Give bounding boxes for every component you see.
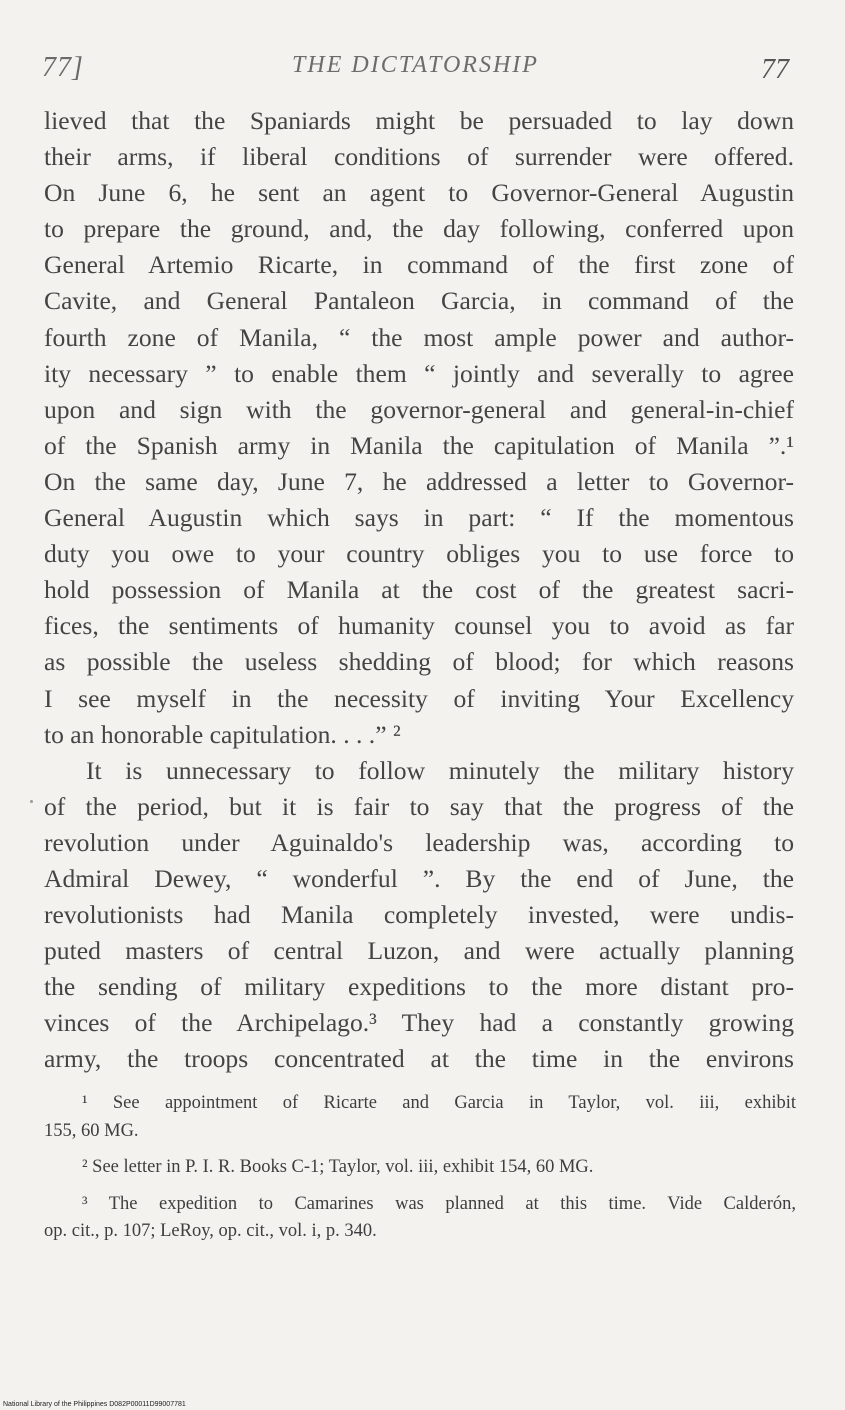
footnote-3: [44, 1191, 796, 1246]
text-line: Cavite, and General Pantaleon Garcia, in command of the: [44, 286, 794, 316]
text-line: Admiral Dewey, “ wonderful ”. By the end of June, the: [44, 863, 794, 893]
scan-footer: National Library of the Philippines D082P00011D99007781: [3, 1401, 186, 1408]
text-line: lieved that the Spaniards might be persuaded to lay down: [44, 106, 794, 135]
text-line: On June 6, he sent an agent to Governor-General Augustin: [44, 178, 794, 208]
text-line: hold possession of Manila at the cost of the greatest sacri-: [44, 575, 794, 605]
text-line: revolution under Aguinaldo's leadership was, according to: [44, 827, 794, 857]
footnote-line: 155, 60 MG.: [44, 1120, 139, 1141]
footnote-line: ¹ See appointment of Ricarte and Garcia in Taylor, vol. iii, exhibit: [82, 1093, 796, 1113]
text-line: upon and sign with the governor-general and general-in-chief: [44, 394, 794, 424]
text-line: to an honorable capitulation. . . .” ²: [44, 719, 401, 749]
footnote-2: [44, 1154, 796, 1182]
text-line: It is unnecessary to follow minutely the military history: [86, 755, 794, 785]
text-line: army, the troops concentrated at the time in the environs: [44, 1044, 794, 1074]
text-line: fices, the sentiments of humanity counsel you to avoid as far: [44, 611, 794, 641]
footnotes: [44, 1090, 796, 1255]
text-line: puted masters of central Luzon, and were actually planning: [44, 936, 794, 966]
paragraph-2: [44, 753, 794, 1078]
text-line: to prepare the ground, and, the day following, conferred upon: [44, 214, 794, 244]
text-line: of the period, but it is fair to say that the progress of the: [44, 791, 794, 821]
text-line: the sending of military expeditions to the more distant pro-: [44, 972, 794, 1002]
text-line: General Artemio Ricarte, in command of the first zone of: [44, 250, 794, 280]
text-line: revolutionists had Manila completely invested, were undis-: [44, 900, 794, 930]
footnote-line: op. cit., p. 107; LeRoy, op. cit., vol. i, p. 340.: [44, 1221, 377, 1241]
footnote-line: ² See letter in P. I. R. Books C-1; Taylor, vol. iii, exhibit 154, 60 MG.: [82, 1157, 594, 1177]
text-line: duty you owe to your country obliges you to use force to: [44, 539, 794, 569]
page-number: 77: [761, 54, 789, 85]
footnote-1: [44, 1090, 796, 1145]
running-header: [42, 52, 789, 92]
text-line: ity necessary ” to enable them “ jointly and severally to agree: [44, 358, 794, 388]
text-line: as possible the useless shedding of blood; for which reasons: [44, 647, 794, 677]
text-line: On the same day, June 7, he addressed a letter to Governor-: [44, 466, 794, 496]
text-line: of the Spanish army in Manila the capitulation of Manila ”.¹: [44, 430, 794, 460]
text-line: their arms, if liberal conditions of surrender were offered.: [44, 142, 794, 172]
margin-speck: [30, 800, 33, 803]
text-line: fourth zone of Manila, “ the most ample power and author-: [44, 322, 794, 352]
body-text: [44, 103, 794, 1078]
text-line: I see myself in the necessity of inviting Your Excellency: [44, 683, 794, 713]
footnote-line: ³ The expedition to Camarines was planned at this time. Vide Calderón,: [82, 1193, 796, 1214]
paragraph-1: [44, 103, 794, 753]
header-title: THE DICTATORSHIP: [292, 52, 539, 78]
text-line: General Augustin which says in part: “ If the momentous: [44, 503, 794, 533]
header-page-ref: 77]: [42, 52, 84, 83]
text-line: vinces of the Archipelago.³ They had a constantly growing: [44, 1008, 794, 1038]
